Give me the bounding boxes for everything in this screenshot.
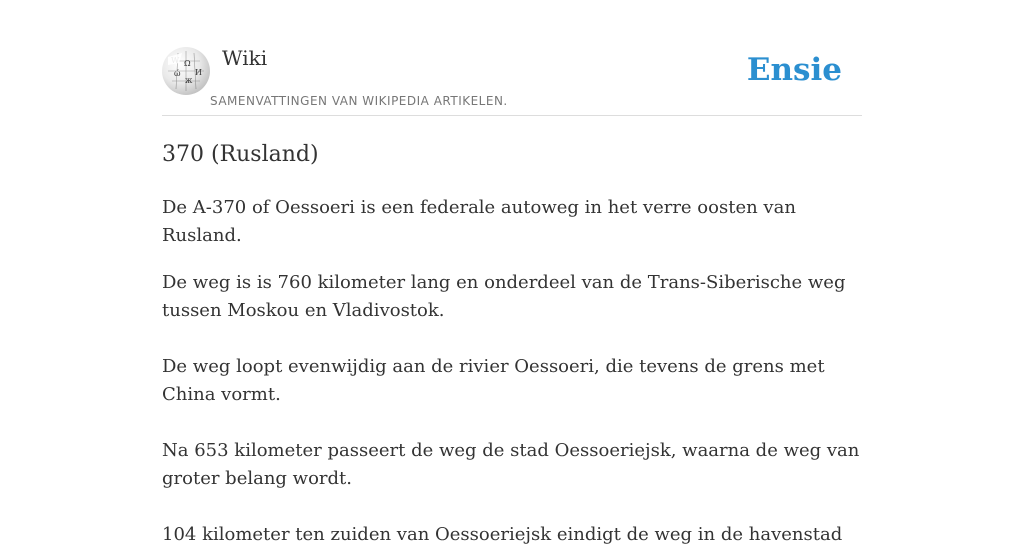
site-name[interactable]: Wiki xyxy=(222,46,268,70)
svg-text:Ω: Ω xyxy=(184,59,191,68)
svg-text:И: И xyxy=(195,68,202,77)
svg-text:ж: ж xyxy=(185,76,193,85)
article-paragraph: De weg is is 760 kilometer lang en onderdeel van de Trans-Siberische weg tussen Moskou en Vladivostok. xyxy=(162,272,846,321)
site-tagline: SAMENVATTINGEN VAN WIKIPEDIA ARTIKELEN. xyxy=(210,94,508,108)
article-title: 370 (Rusland) xyxy=(162,142,319,167)
wikipedia-globe-icon[interactable] xyxy=(162,47,210,95)
svg-text:ώ: ώ xyxy=(174,69,181,78)
main-content xyxy=(162,0,862,549)
article-paragraph: Na 653 kilometer passeert de weg de stad Oessoeriejsk, waarna de weg van groter belang wordt. xyxy=(162,440,860,489)
article-paragraph: 104 kilometer ten zuiden van Oessoeriejsk eindigt de weg in de havenstad xyxy=(162,524,843,545)
ensie-brand-link[interactable]: Ensie xyxy=(746,52,842,88)
site-header xyxy=(162,0,862,116)
article-intro: De A-370 of Oessoeri is een federale autoweg in het verre oosten van Rusland. xyxy=(162,197,796,246)
article-paragraph: De weg loopt evenwijdig aan de rivier Oessoeri, die tevens de grens met China vormt. xyxy=(162,356,825,405)
